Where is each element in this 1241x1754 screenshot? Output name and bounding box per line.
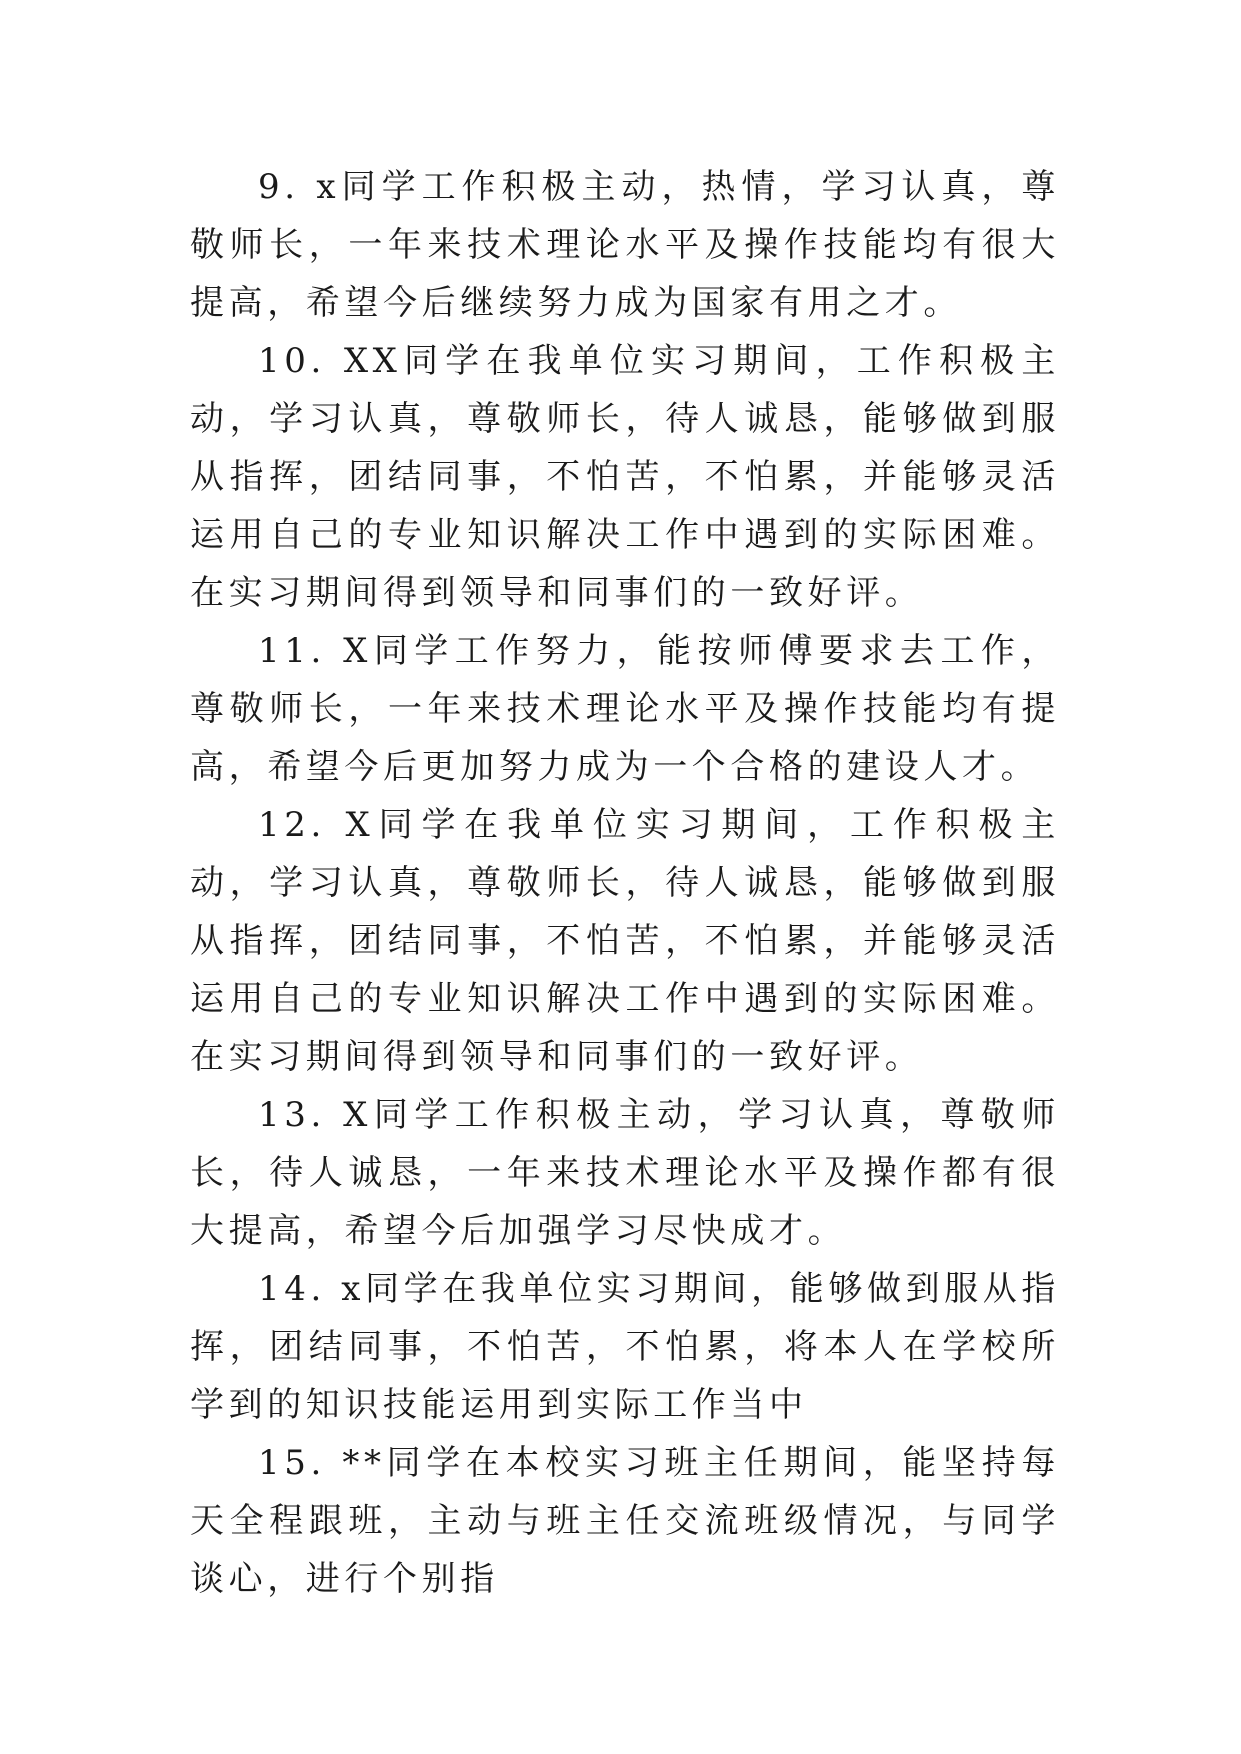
paragraph-14: 14. x同学在我单位实习期间，能够做到服从指挥，团结同事，不怕苦，不怕累，将本人在学校所学到的知识技能运用到实际工作当中 [190, 1269, 1060, 1425]
paragraph-11: 11. X同学工作努力，能按师傅要求去工作，尊敬师长，一年来技术理论水平及操作技能均有提高，希望今后更加努力成为一个合格的建设人才。 [190, 631, 1060, 787]
paragraph-15: 15. **同学在本校实习班主任期间，能坚持每天全程跟班，主动与班主任交流班级情况，与同学谈心，进行个别指 [190, 1443, 1060, 1599]
paragraph-13: 13. X同学工作积极主动，学习认真，尊敬师长，待人诚恳，一年来技术理论水平及操作都有很大提高，希望今后加强学习尽快成才。 [190, 1095, 1060, 1251]
paragraph-9: 9. x同学工作积极主动，热情，学习认真，尊敬师长，一年来技术理论水平及操作技能均有很大提高，希望今后继续努力成为国家有用之才。 [190, 167, 1060, 323]
paragraph-10: 10. XX同学在我单位实习期间，工作积极主动，学习认真，尊敬师长，待人诚恳，能够做到服从指挥，团结同事，不怕苦，不怕累，并能够灵活运用自己的专业知识解决工作中遇到的实际困难。在实习期间得到领导和同事们的一致好评。 [190, 341, 1060, 613]
document-body [190, 158, 1060, 1608]
paragraph-12: 12. X同学在我单位实习期间，工作积极主动，学习认真，尊敬师长，待人诚恳，能够做到服从指挥，团结同事，不怕苦，不怕累，并能够灵活运用自己的专业知识解决工作中遇到的实际困难。在实习期间得到领导和同事们的一致好评。 [190, 805, 1060, 1077]
